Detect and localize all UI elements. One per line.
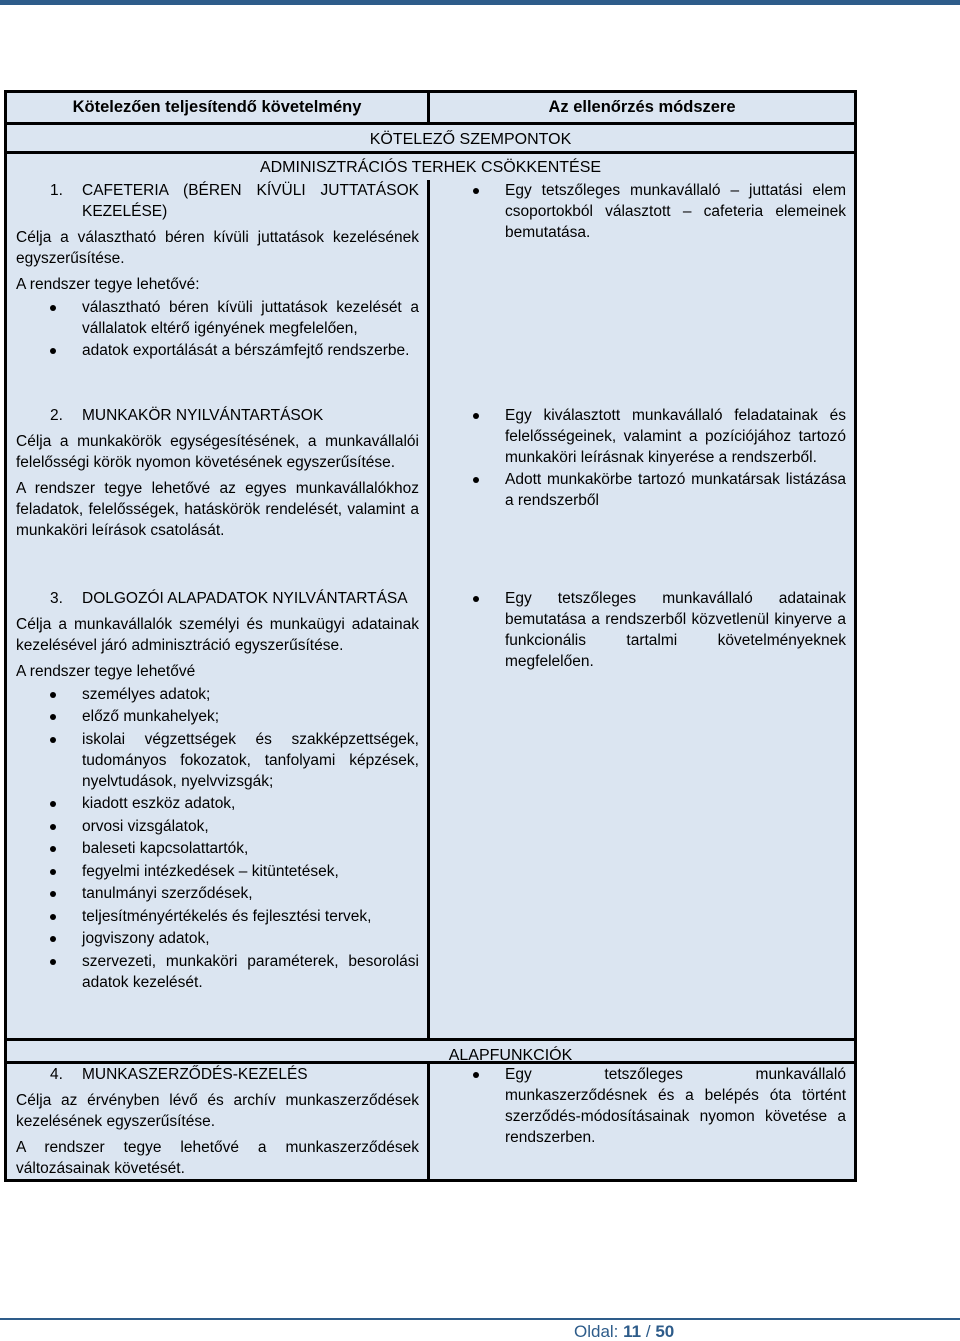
list-item	[16, 951, 419, 993]
bullet-icon	[50, 936, 56, 942]
section-goal: Célja a munkavállalók személyi és munkaügyi adatainak kezelésével járó adminisztráció egyszerűsítése.	[16, 616, 419, 654]
requirement-cell	[7, 588, 430, 1038]
page-total: 50	[655, 1322, 675, 1341]
bullet-icon	[50, 348, 56, 354]
band-core-functions: ALAPFUNKCIÓK	[7, 1038, 854, 1064]
method-list	[460, 405, 846, 511]
header-requirement: Kötelezően teljesítendő követelmény	[7, 93, 430, 122]
list-item-text: adatok exportálását a bérszámfejtő rendszerbe.	[82, 342, 410, 359]
section-heading	[16, 405, 419, 426]
requirement-list	[16, 297, 419, 362]
bullet-icon	[50, 801, 56, 807]
section-title: MUNKAKÖR NYILVÁNTARTÁSOK	[82, 407, 324, 424]
section-title: DOLGOZÓI ALAPADATOK NYILVÁNTARTÁSA	[82, 590, 408, 607]
section-title: MUNKASZERZŐDÉS-KEZELÉS	[82, 1066, 308, 1083]
method-list	[460, 588, 846, 672]
list-item-text: kiadott eszköz adatok,	[82, 795, 236, 812]
list-item-text: Egy tetszőleges munkavállaló – juttatási elem csoportokból választott – cafeteria elemeinek bemutatása.	[505, 182, 846, 241]
bullet-icon	[473, 1072, 479, 1078]
section-intro: A rendszer tegye lehetővé a munkaszerződések változásainak követését.	[16, 1139, 419, 1177]
list-item	[16, 793, 419, 814]
section-intro: A rendszer tegye lehetővé	[16, 663, 196, 680]
section-number: 2.	[50, 407, 63, 424]
section-heading	[16, 588, 419, 609]
requirement-cell	[7, 1064, 430, 1179]
method-list	[460, 1064, 846, 1148]
method-cell	[430, 405, 854, 588]
bullet-icon	[473, 188, 479, 194]
list-item-text: Egy tetszőleges munkavállaló munkaszerződésnek és a belépés óta történt szerződés-módosításainak nyomon követése a rendszerben.	[505, 1066, 846, 1146]
top-rule	[0, 0, 960, 5]
section-heading	[16, 1064, 419, 1085]
bullet-icon	[50, 714, 56, 720]
table-row	[7, 180, 854, 405]
section-goal: Célja az érvényben lévő és archív munkaszerződések kezelésének egyszerűsítése.	[16, 1092, 419, 1130]
bullet-icon	[473, 413, 479, 419]
list-item	[16, 906, 419, 927]
list-item-text: Egy tetszőleges munkavállaló adatainak bemutatása a rendszerből közvetlenül kinyerve a funkcionális tartalmi követelményeknek megfelelően.	[505, 590, 846, 670]
section-intro: A rendszer tegye lehetővé:	[16, 276, 200, 293]
list-item	[460, 180, 846, 243]
list-item	[16, 340, 419, 361]
table-header	[7, 93, 854, 125]
requirement-cell	[7, 405, 430, 588]
bullet-icon	[50, 846, 56, 852]
list-item	[16, 297, 419, 339]
list-item-text: jogviszony adatok,	[82, 930, 210, 947]
list-item-text: teljesítményértékelés és fejlesztési tervek,	[82, 907, 372, 925]
list-item-text: baleseti kapcsolattartók,	[82, 840, 249, 857]
band-admin-burden: ADMINISZTRÁCIÓS TERHEK CSÖKKENTÉSE	[259, 159, 602, 176]
footer-rule	[0, 1318, 960, 1320]
bullet-icon	[50, 959, 56, 965]
list-item-text: választható béren kívüli juttatások kezelését a vállalatok eltérő igényének megfelelően,	[82, 298, 419, 337]
list-item-text: előző munkahelyek;	[82, 708, 219, 725]
list-item	[16, 706, 419, 727]
bullet-icon	[50, 824, 56, 830]
bullet-icon	[50, 891, 56, 897]
method-list	[460, 180, 846, 243]
page-number: 11	[623, 1322, 642, 1341]
method-cell	[430, 1064, 854, 1179]
section-number: 1.	[50, 182, 63, 199]
list-item	[16, 816, 419, 837]
bullet-icon	[50, 305, 56, 311]
bullet-icon	[50, 869, 56, 875]
list-item-text: Adott munkakörbe tartozó munkatársak listázása a rendszerből	[505, 471, 846, 509]
list-item	[460, 1064, 846, 1148]
list-item	[16, 861, 419, 882]
section-goal: Célja a választható béren kívüli juttatások kezelésének egyszerűsítése.	[16, 229, 419, 267]
band-mandatory: KÖTELEZŐ SZEMPONTOK	[7, 125, 854, 154]
bullet-icon	[50, 692, 56, 698]
section-heading	[16, 180, 419, 222]
bullet-icon	[473, 477, 479, 483]
table-row	[7, 588, 854, 1038]
list-item-text: személyes adatok;	[82, 685, 211, 703]
section-intro: A rendszer tegye lehetővé az egyes munkavállalókhoz feladatok, felelősségek, hatáskörök rendelését, valamint a munkaköri leírások csatolását.	[16, 480, 419, 539]
list-item	[16, 883, 419, 904]
requirement-cell	[7, 180, 430, 405]
list-item	[16, 838, 419, 859]
method-cell	[430, 180, 854, 405]
section-goal: Célja a munkakörök egységesítésének, a munkavállalói felelősségi körök nyomon követésének egyszerűsítése.	[16, 433, 419, 471]
bullet-icon	[50, 737, 56, 743]
list-item	[16, 729, 419, 792]
list-item	[460, 588, 846, 672]
requirement-list	[16, 684, 419, 993]
page-separator: /	[645, 1322, 651, 1341]
list-item-text: tanulmányi szerződések,	[82, 885, 253, 902]
requirements-table	[4, 90, 857, 1182]
list-item-text: iskolai végzettségek és szakképzettségek, tudományos fokozatok, tanfolyami képzések, nyelvtudások, nyelvvizsgák;	[82, 730, 419, 790]
page-label: Oldal:	[574, 1322, 619, 1341]
list-item-text: orvosi vizsgálatok,	[82, 817, 209, 835]
list-item	[16, 684, 419, 705]
section-number: 3.	[50, 590, 63, 607]
list-item	[16, 928, 419, 949]
bullet-icon	[473, 596, 479, 602]
list-item	[460, 469, 846, 511]
list-item-text: fegyelmi intézkedések – kitüntetések,	[82, 862, 339, 880]
list-item	[460, 405, 846, 468]
page-footer	[574, 1322, 674, 1341]
section-number: 4.	[50, 1066, 63, 1083]
table-row	[7, 405, 854, 588]
list-item-text: Egy kiválasztott munkavállaló feladatainak és felelősségeinek, valamint a pozíciójához tartozó munkaköri leírásnak kinyerése a rendszerből.	[505, 407, 846, 466]
method-cell	[430, 588, 854, 1038]
header-method: Az ellenőrzés módszere	[548, 98, 736, 116]
list-item-text: szervezeti, munkaköri paraméterek, besorolási adatok kezelését.	[82, 952, 419, 991]
table-row	[7, 1064, 854, 1179]
bullet-icon	[50, 914, 56, 920]
section-title: CAFETERIA (BÉREN KÍVÜLI JUTTATÁSOK KEZELÉSE)	[82, 182, 419, 220]
